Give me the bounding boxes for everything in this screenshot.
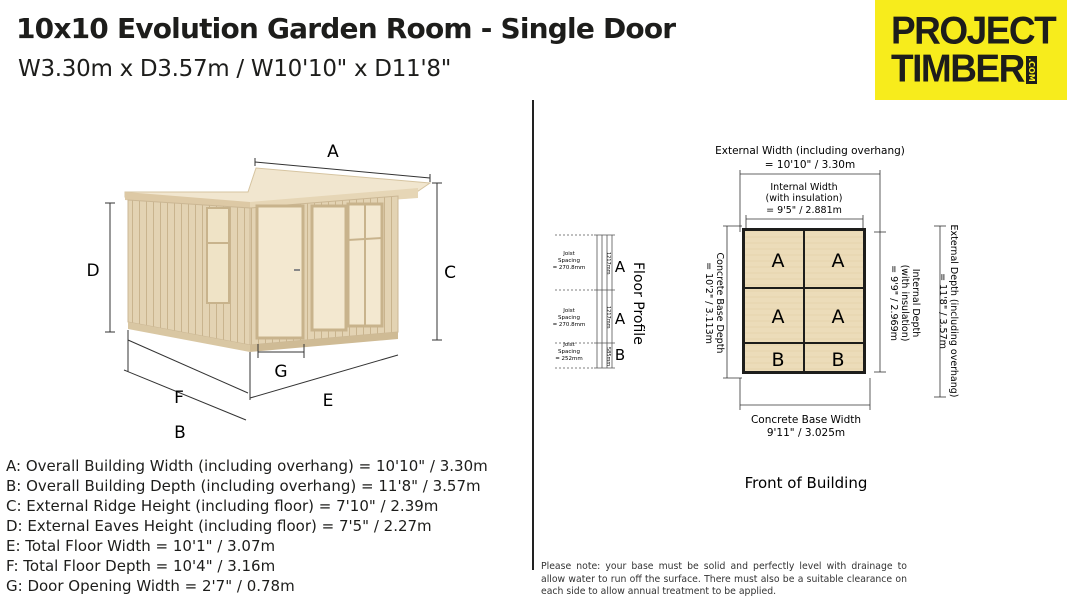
logo-suffix: .COM <box>1027 58 1036 82</box>
panel-letter: B <box>771 349 785 371</box>
page-title: 10x10 Evolution Garden Room - Single Door <box>16 12 676 45</box>
section-divider <box>532 100 534 570</box>
internal-depth-label: Internal Depth <box>910 268 921 338</box>
logo-line-2: TIMBER <box>891 46 1024 91</box>
joist-label: Spacing <box>558 258 580 264</box>
panel-letter: A <box>831 250 845 272</box>
profile-letter: A <box>614 310 626 328</box>
concrete-width-label: Concrete Base Width <box>750 414 862 426</box>
concrete-width-value: 9'11" / 3.025m <box>766 427 846 439</box>
row-height: 1217mm <box>605 306 611 329</box>
label-c: C <box>444 263 456 283</box>
internal-depth-sub: (with insulation) <box>899 264 910 342</box>
concrete-depth-label: Concrete Base Depth <box>714 252 725 354</box>
page-subtitle: W3.30m x D3.57m / W10'10" x D11'8" <box>18 56 452 82</box>
internal-width-label: Internal Width <box>770 182 838 193</box>
dimensions-legend <box>6 456 488 596</box>
side-window <box>207 208 229 303</box>
profile-letter: A <box>614 258 626 276</box>
door <box>257 206 303 338</box>
panel-letter: A <box>771 250 785 272</box>
profile-letter: B <box>614 346 626 364</box>
label-g: G <box>274 362 288 382</box>
front-window-left <box>312 206 346 330</box>
internal-depth-value: = 9'9" / 2.969m <box>888 265 899 341</box>
joist-label: Joist <box>563 342 575 348</box>
joist-spacing-value: = 270.8mm <box>552 322 586 328</box>
joist-label: Spacing <box>558 349 580 355</box>
label-a: A <box>327 142 339 162</box>
building-illustration <box>0 100 530 450</box>
joist-spacing-value: = 270.8mm <box>552 265 586 271</box>
row-height: 1217mm <box>605 252 611 275</box>
legend-item: C: External Ridge Height (including floor) = 7'10" / 2.39m <box>6 497 439 515</box>
logo-line-1: PROJECT <box>891 8 1056 53</box>
label-e: E <box>322 391 334 411</box>
floor-plan-diagram <box>660 140 970 500</box>
label-b: B <box>174 423 186 443</box>
internal-width-sub: (with insulation) <box>765 193 843 204</box>
front-of-building-label: Front of Building <box>744 474 868 492</box>
side-wall <box>128 200 250 345</box>
legend-item: A: Overall Building Width (including overhang) = 10'10" / 3.30m <box>6 457 488 475</box>
legend-item: E: Total Floor Width = 10'1" / 3.07m <box>6 537 276 555</box>
legend-item: B: Overall Building Depth (including overhang) = 11'8" / 3.57m <box>6 477 481 495</box>
base-note: Please note: your base must be solid and perfectly level with drainage to allow water to run off the surface. There must also be a suitable clearance on each side to allow annual treatment to be applied. <box>541 561 907 597</box>
legend-item: D: External Eaves Height (including floor) = 7'5" / 2.27m <box>6 517 432 535</box>
legend-item: F: Total Floor Depth = 10'4" / 3.16m <box>6 557 276 575</box>
joist-spacing-value: = 252mm <box>555 356 583 362</box>
project-timber-logo <box>875 0 1067 100</box>
panel-letter: A <box>831 306 845 328</box>
external-width-label: External Width (including overhang) <box>715 145 905 157</box>
concrete-depth-value: = 10'2" / 3.113m <box>703 262 714 344</box>
row-height: 585mm <box>605 347 611 367</box>
floor-profile-title: Floor Profile <box>630 262 646 345</box>
floor-profile-diagram <box>535 225 655 375</box>
label-d: D <box>86 261 100 281</box>
external-depth-value: = 11'8" / 3.57m <box>937 273 948 349</box>
legend-item: G: Door Opening Width = 2'7" / 0.78m <box>6 577 295 595</box>
joist-label: Spacing <box>558 315 580 321</box>
label-f: F <box>174 388 184 408</box>
external-depth-label: External Depth (including overhang) <box>948 224 959 398</box>
joist-label: Joist <box>563 308 575 314</box>
panel-letter: A <box>771 306 785 328</box>
panel-letter: B <box>831 349 845 371</box>
joist-label: Joist <box>563 251 575 257</box>
internal-width-value: = 9'5" / 2.881m <box>766 205 842 216</box>
external-width-value: = 10'10" / 3.30m <box>764 159 856 171</box>
